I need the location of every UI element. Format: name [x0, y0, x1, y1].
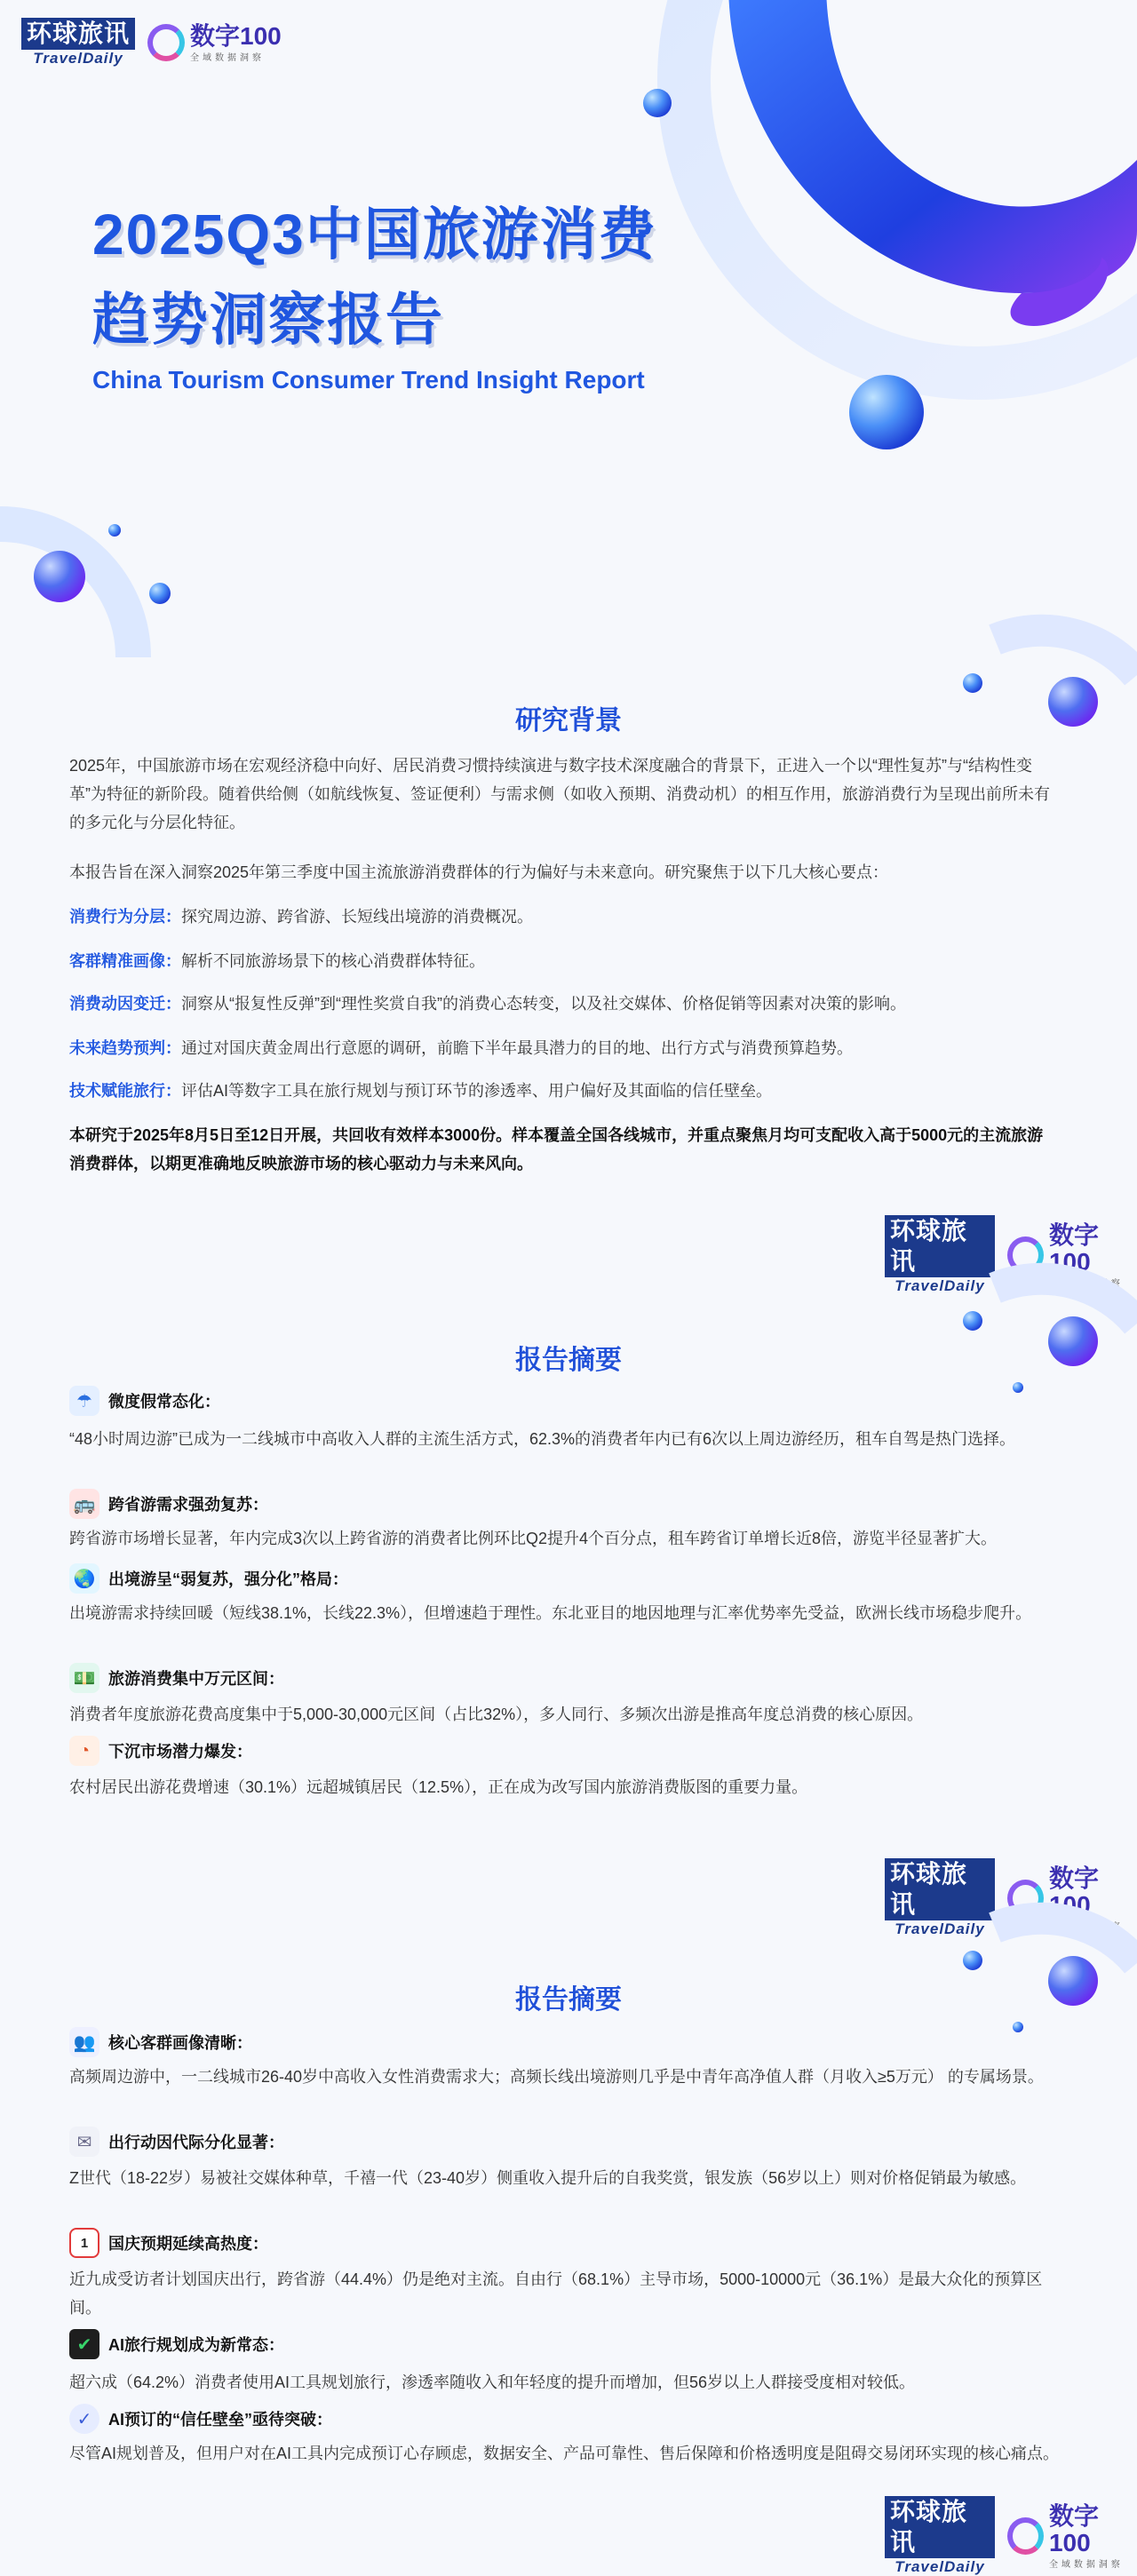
szyb-logo-icon	[1007, 1236, 1044, 1274]
background-bullet	[69, 1077, 1057, 1105]
summary-item-body: 近九成受访者计划国庆出行，跨省游（44.4%）仍是绝对主流。自由行（68.1%）主导市场，5000-10000元（36.1%）是最大众化的预算区间。	[69, 2270, 1043, 2317]
summary-item-title	[69, 1663, 284, 1693]
summary-item-body: 跨省游市场增长显著，年内完成3次以上跨省游的消费者比例环比Q2提升4个百分点，租车跨省订单增长近8倍，游览半径显著扩大。	[69, 1530, 998, 1547]
section2-dot	[963, 1311, 982, 1331]
section2-dot-small	[1013, 1382, 1023, 1393]
report-title-line1: 2025Q3中国旅游消费	[92, 203, 657, 266]
bus-icon: 🚌	[69, 1489, 99, 1519]
summary-item-body: 尽管AI规划普及，但用户对在AI工具内完成预订心存顾虑，数据安全、产品可靠性、售后保障和价格透明度是阻碍交易闭环实现的核心痛点。	[69, 2445, 1060, 2462]
section3-dot-small	[1013, 2022, 1023, 2032]
report-title-line2: 趋势洞察报告	[92, 288, 444, 352]
summary1-heading: 报告摘要	[515, 1346, 622, 1375]
summary-item-body: 农村居民出游花费增速（30.1%）远超城镇居民（12.5%），正在成为改写国内旅游消费版图的重要力量。	[69, 1778, 808, 1796]
left-dot-2	[149, 583, 171, 604]
szyb-logo-name: 数字100	[1048, 1864, 1099, 1919]
summary-item-body: 超六成（64.2%）消费者使用AI工具规划旅行，渗透率随收入和年轻度的提升而增加，但56岁以上人群接受度相对较低。	[69, 2373, 916, 2391]
section3-dot	[963, 1951, 982, 1970]
bullet-text: 探究周边游、跨省游、长短线出境游的消费概况。	[181, 908, 533, 926]
summary-item-title-text: 下沉市场潜力爆发：	[108, 1743, 252, 1761]
summary-item-title	[69, 2027, 252, 2057]
travel-daily-logo-en: TravelDaily	[33, 50, 123, 67]
bullet-text: 通过对国庆黄金周出行意愿的调研，前瞻下半年最具潜力的目的地、出行方式与消费预算趋势。	[181, 1039, 853, 1057]
cover-sphere-small	[643, 89, 672, 117]
motivation-icon: ✉	[69, 2127, 99, 2157]
travel-daily-logo-en: TravelDaily	[894, 2558, 985, 2575]
bullet-text: 解析不同旅游场景下的核心消费群体特征。	[181, 952, 485, 970]
footer-logo	[885, 1215, 1137, 1295]
section1-dot	[963, 673, 982, 693]
background-bullet	[69, 990, 1057, 1018]
summary-item-title-text: 跨省游需求强劲复苏：	[108, 1496, 268, 1514]
money-icon: 💵	[69, 1663, 99, 1693]
umbrella-icon: ☂	[69, 1386, 99, 1416]
left-sphere	[34, 551, 85, 602]
szyb-logo-icon	[1007, 2517, 1044, 2555]
szyb-logo-sub: 全域数据洞察	[1048, 1921, 1124, 1932]
bullet-label: 技术赋能旅行：	[69, 1082, 181, 1100]
background-heading: 研究背景	[515, 706, 622, 735]
summary-item-title-text: 微度假常态化：	[108, 1393, 220, 1411]
cover-sphere-large	[849, 375, 924, 449]
summary-item-body: 出境游需求持续回暖（短线38.1%，长线22.3%），但增速趋于理性。东北亚目的地因地理与汇率优势率先受益，欧洲长线市场稳步爬升。	[69, 1604, 1032, 1622]
summary-item-title-text: 国庆预期延续高热度：	[108, 2235, 268, 2253]
szyb-logo-icon	[1007, 1880, 1044, 1917]
bullet-text: 洞察从“报复性反弹”到“理性奖赏自我”的消费心态转变，以及社交媒体、价格促销等因素对决策的影响。	[181, 995, 906, 1013]
summary-item-title	[69, 1489, 268, 1519]
summary-item-title	[69, 2329, 284, 2359]
summary-item-body: 消费者年度旅游花费高度集中于5,000-30,000元区间（占比32%），多人同行、多频次出游是推高年度总消费的核心原因。	[69, 1705, 924, 1723]
background-sample-note: 本研究于2025年8月5日至12日开展，共回收有效样本3000份。样本覆盖全国各线城市，并重点聚焦月均可支配收入高于5000元的主流旅游消费群体，以期更准确地反映旅游市场的核心驱动力与未来风向。	[69, 1126, 1044, 1173]
summary-item-title	[69, 1736, 252, 1766]
bullet-text: 评估AI等数字工具在旅行规划与预订环节的渗透率、用户偏好及其面临的信任壁垒。	[181, 1082, 773, 1100]
background-bullet	[69, 902, 1057, 931]
bullet-label: 消费动因变迁：	[69, 995, 181, 1013]
summary-item-title	[69, 2127, 284, 2157]
summary-item-title-text: 出行动因代际分化显著：	[108, 2134, 284, 2151]
summary-item-title	[69, 1563, 348, 1594]
report-title-en: China Tourism Consumer Trend Insight Report	[92, 366, 645, 394]
szyb-logo-sub: 全域数据洞察	[1048, 1278, 1124, 1289]
footer-logo	[885, 1858, 1137, 1938]
szyb-logo-icon	[147, 24, 185, 61]
summary-item-title	[69, 2228, 268, 2258]
background-paragraph-1: 2025年，中国旅游市场在宏观经济稳中向好、居民消费习惯持续演进与数字技术深度融合的背景下，正进入一个以“理性复苏”与“结构性变革”为特征的新阶段。随着供给侧（如航线恢复、签证便利）与需求侧（如收入预期、消费动机）的相互作用，旅游消费行为呈现出前所未有的多元化与分层化特征。	[69, 757, 1050, 831]
travel-daily-logo-en: TravelDaily	[894, 1277, 985, 1294]
background-paragraph-2: 本报告旨在深入洞察2025年第三季度中国主流旅游消费群体的行为偏好与未来意向。研究聚焦于以下几大核心要点：	[69, 863, 889, 881]
left-arc-decoration	[0, 497, 195, 657]
summary-item-title	[69, 1386, 220, 1416]
summary-item-body: 高频周边游中，一二线城市26-40岁中高收入女性消费需求大；高频长线出境游则几乎是中青年高净值人群（月收入≥5万元） 的专属场景。	[69, 2068, 1044, 2086]
summary2-heading: 报告摘要	[515, 1985, 622, 2015]
cover-ring-decoration	[604, 0, 1137, 409]
header-logo	[21, 18, 282, 68]
summary-item-title-text: 旅游消费集中万元区间：	[108, 1670, 284, 1688]
szyb-logo-sub: 全域数据洞察	[1048, 2559, 1124, 2570]
bullet-label: 客群精准画像：	[69, 952, 181, 970]
shield-check-icon: ✓	[69, 2404, 99, 2434]
left-dot-1	[108, 524, 121, 537]
summary-item-body: Z世代（18-22岁）易被社交媒体种草，千禧一代（23-40岁）侧重收入提升后的自我奖赏，银发族（56岁以上）则对价格促销最为敏感。	[69, 2169, 1027, 2187]
globe-icon: 🌏	[69, 1563, 99, 1594]
szyb-logo-name: 数字100	[190, 21, 282, 50]
summary-item-title-text: 出境游呈“弱复苏，强分化”格局：	[108, 1570, 348, 1588]
summary-item-title-text: 核心客群画像清晰：	[108, 2034, 252, 2052]
travel-daily-logo-cn: 环球旅讯	[21, 18, 135, 50]
pie-chart-icon: ◔	[69, 1736, 99, 1766]
travel-daily-logo-cn: 环球旅讯	[885, 2496, 995, 2558]
group-icon: 👥	[69, 2027, 99, 2057]
calendar-icon: 1	[69, 2228, 99, 2258]
summary-item-title-text: AI预订的“信任壁垒”亟待突破：	[108, 2411, 332, 2429]
phone-icon: ✔	[69, 2329, 99, 2359]
bullet-label: 未来趋势预判：	[69, 1039, 181, 1057]
szyb-logo-name: 数字100	[1048, 2501, 1099, 2556]
background-bullet	[69, 1034, 1057, 1062]
szyb-logo-name: 数字100	[1048, 1220, 1099, 1276]
szyb-logo-sub: 全域数据洞察	[190, 52, 266, 63]
background-bullet	[69, 947, 1057, 975]
travel-daily-logo-cn: 环球旅讯	[885, 1858, 995, 1920]
footer-logo	[885, 2496, 1137, 2576]
summary-item-body: “48小时周边游”已成为一二线城市中高收入人群的主流生活方式，62.3%的消费者年内已有6次以上周边游经历，租车自驾是热门选择。	[69, 1430, 1016, 1448]
summary-item-title	[69, 2404, 332, 2434]
travel-daily-logo-en: TravelDaily	[894, 1920, 985, 1937]
summary-item-title-text: AI旅行规划成为新常态：	[108, 2336, 284, 2354]
bullet-label: 消费行为分层：	[69, 908, 181, 926]
travel-daily-logo-cn: 环球旅讯	[885, 1215, 995, 1277]
